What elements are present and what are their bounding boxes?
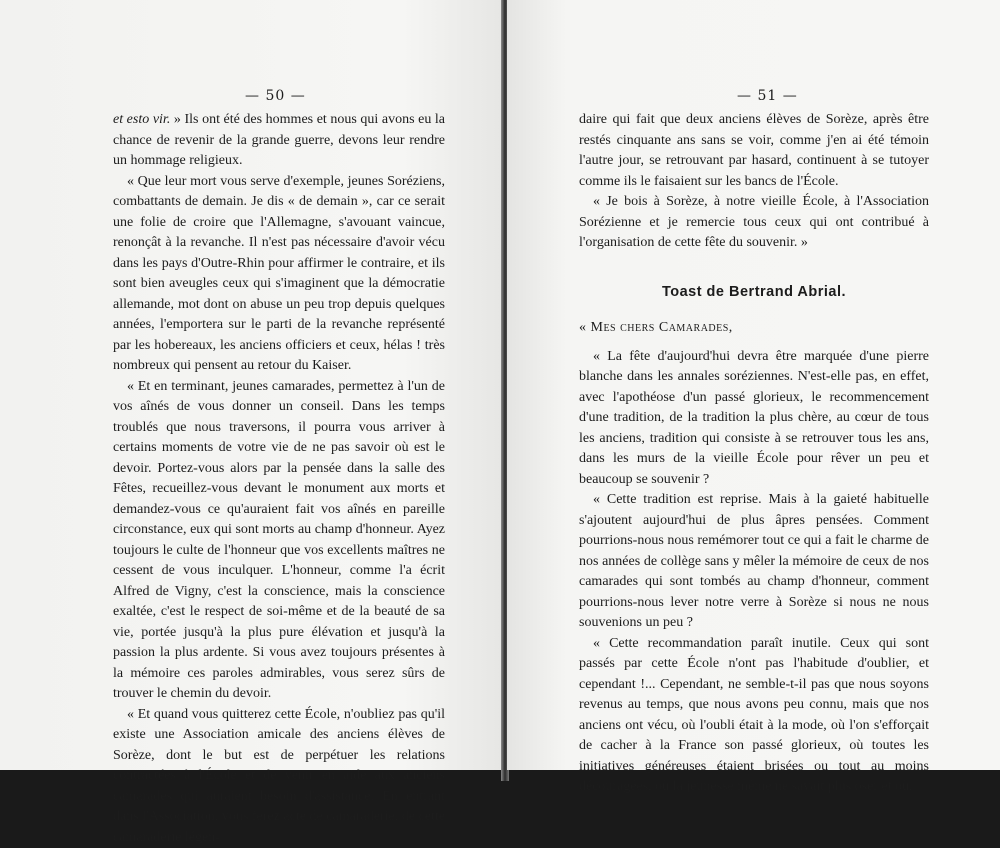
paragraph-4: « Et quand vous quitterez cette École, n'oubliez pas qu'il existe une Association amicale des anciens élèves de Sorèze, dont le but est de perpétuer les relations contractées à l'École et de venir en aide aux anciens camarades qui auraient besoin d'assistance. En entrant dans l'Association, vous ferez acte de camaraderie, de cette camaraderie légen- [113,705,445,848]
latin-quote: et esto vir. [113,112,170,127]
left-page [0,0,503,770]
left-page-body [113,110,445,848]
paragraph-3: « Et en terminant, jeunes camarades, permettez à l'un de vos aînés de vous donner un conseil. Dans les temps troublés que nous traversons, il pourra vous arriver à certains moments de votre vie de ne pas savoir où est le devoir. Portez-vous alors par la pensée dans la salle des Fêtes, recueillez-vous devant le monument aux morts et demandez-vous ce qu'auraient fait vos aînés en pareille circonstance, eux qui sont morts au champ d'honneur. Ayez toujours le culte de l'honneur que vos excellents maîtres ne cessent de vous inculquer. L'honneur, comme l'a écrit Alfred de Vigny, c'est la conscience, mais la conscience exaltée, c'est le respect de soi-même et de la beauté de sa vie, portée jusqu'à la plus pure élévation et jusqu'à la passion la plus ardente. Si vous avez toujours présentes à la mémoire ces paroles admirables, vous serez sûrs de trouver le chemin du devoir. [113,377,445,705]
salutation: « Mes chers Camarades, [579,318,929,339]
section-title: Toast de Bertrand Abrial. [579,282,929,303]
paragraph-1-text: » Ils ont été des hommes et nous qui avons eu la chance de revenir de la grande guerre, devons leur rendre un hommage religieux. [113,112,445,168]
right-page-body [579,110,929,798]
page-number-right: — 51 — [737,88,798,104]
paragraph-2: « Que leur mort vous serve d'exemple, jeunes Soréziens, combattants de demain. Je dis « de demain », car ce serait une folie de croire que l'Allemagne, s'avouant vaincue, renonçât à la revanche. Il n'est pas nécessaire d'avoir vécu dans les pays d'Outre-Rhin pour affirmer le contraire, et ils sont bien aveugles ceux qui s'imaginent que la démocratie allemande, mot dont on abuse un peu trop depuis quelques années, l'emportera sur le parti de la revanche représenté par les hobereaux, les anciens officiers et ceux, hélas ! très nombreux qui pensent au retour du Kaiser. [113,172,445,377]
paragraph-toast-3: « Cette recommandation paraît inutile. Ceux qui sont passés par cette École n'ont pas l'habitude d'oublier, et cependant !... Cependant, ne semble-t-il pas que nous soyons revenus au temps, que nous avons peu connu, mais que nos anciens ont vécu, où l'oubli était à la mode, où l'on s'efforçait de cacher à la France son passé glorieux, où toutes les initiatives généreuses étaient brisées ou tout au moins découragées, où la jeunesse même ne savait plus oser et où, [579,634,929,798]
paragraph-toast-1: « La fête d'aujourd'hui devra être marquée d'une pierre blanche dans les annales soréziennes. N'est-elle pas, en effet, avec l'apothéose d'un passé glorieux, le recommencement d'une tradition, de la tradition la plus chère, au cœur de tous les anciens, tradition qui consiste à se retrouver tous les ans, dans les murs de la vieille École pour rêver un peu et beaucoup se souvenir ? [579,347,929,491]
right-page [507,0,1000,770]
paragraph-continued: daire qui fait que deux anciens élèves de Sorèze, après être restés cinquante ans sans se voir, comme j'en ai été témoin l'autre jour, se retrouvant par hasard, continuent à se tutoyer comme ils le faisaient sur les bancs de l'École. [579,110,929,192]
paragraph-1 [113,110,445,172]
paragraph-toast-2: « Cette tradition est reprise. Mais à la gaieté habituelle s'ajoutent aujourd'hui de plus âpres pensées. Comment pourrions-nous nous remémorer tout ce qui a fait le charme de nos années de collège sans y mêler la mémoire de ceux de nos camarades qui sont tombés au champ d'honneur, comment pourrions-nous lever notre verre à Sorèze si nous ne nous souvenions un peu ? [579,490,929,634]
paragraph-toast-close: « Je bois à Sorèze, à notre vieille École, à l'Association Sorézienne et je remercie tous ceux qui ont contribué à l'organisation de cette fête du souvenir. » [579,192,929,254]
page-number-left: — 50 — [245,88,306,104]
